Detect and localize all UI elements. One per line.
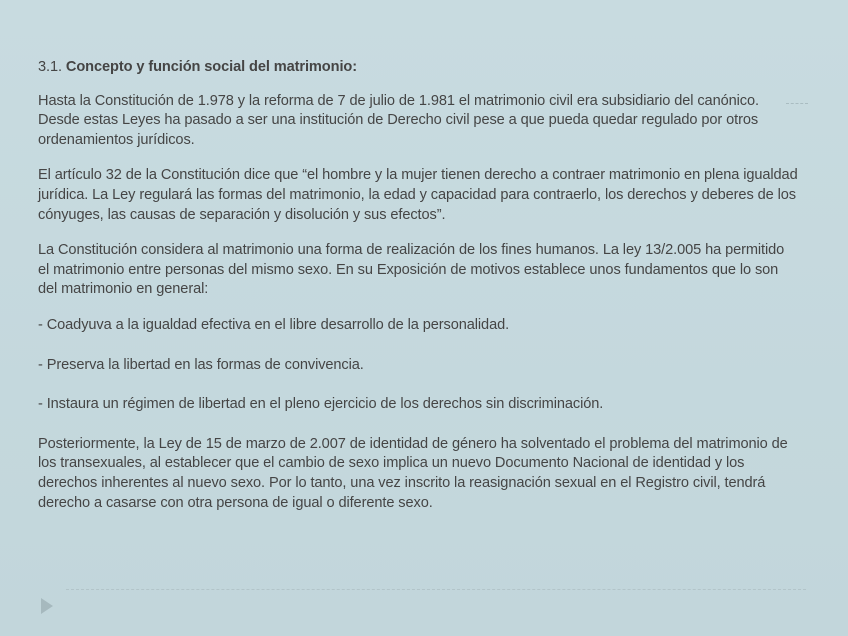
bullet-item-1: - Coadyuva a la igualdad efectiva en el libre desarrollo de la personalidad. [38,316,510,333]
heading-number: 3.1. [38,59,62,75]
paragraph-3: La Constitución considera al matrimonio una forma de realización de los fines humanos. La ley 13/2.005 ha permitido el matrimonio entre personas del mismo sexo. En su Exposición de motivos establece unos fundamentos que lo son del matrimonio en general: [38,242,785,298]
play-arrow-icon[interactable] [41,598,53,614]
slide-heading [38,58,798,78]
decorative-dotted-line-bottom [66,589,806,590]
heading-text: Concepto y función social del matrimonio: [65,59,357,75]
paragraph-1: Hasta la Constitución de 1.978 y la reforma de 7 de julio de 1.981 el matrimonio civil era subsidiario del canónico. Desde estas Leyes ha pasado a ser una institución de Derecho civil pese a que pueda quedar regulado por otros ordenamientos jurídicos. [38,92,759,148]
closing-paragraph: Posteriormente, la Ley de 15 de marzo de 2.007 de identidad de género ha solventado el problema del matrimonio de los transexuales, al establecer que el cambio de sexo implica un nuevo Documento Nacional de identidad y los derechos inherentes al nuevo sexo. Por lo tanto, una vez inscrito la reasignación sexual en el Registro civil, tendrá derecho a casarse con otra persona de igual o diferente sexo. [38,435,788,511]
bullet-item-3: - Instaura un régimen de libertad en el pleno ejercicio de los derechos sin discriminación. [38,396,604,413]
bullet-item-2: - Preserva la libertad en las formas de convivencia. [38,356,364,373]
paragraph-2: El artículo 32 de la Constitución dice que “el hombre y la mujer tienen derecho a contraer matrimonio en plena igualdad jurídica. La Ley regulará las formas del matrimonio, la edad y capacidad para contraerlo, los derechos y deberes de los cónyuges, las causas de separación y disolución y sus efectos”. [38,167,798,223]
slide-content [38,58,798,529]
